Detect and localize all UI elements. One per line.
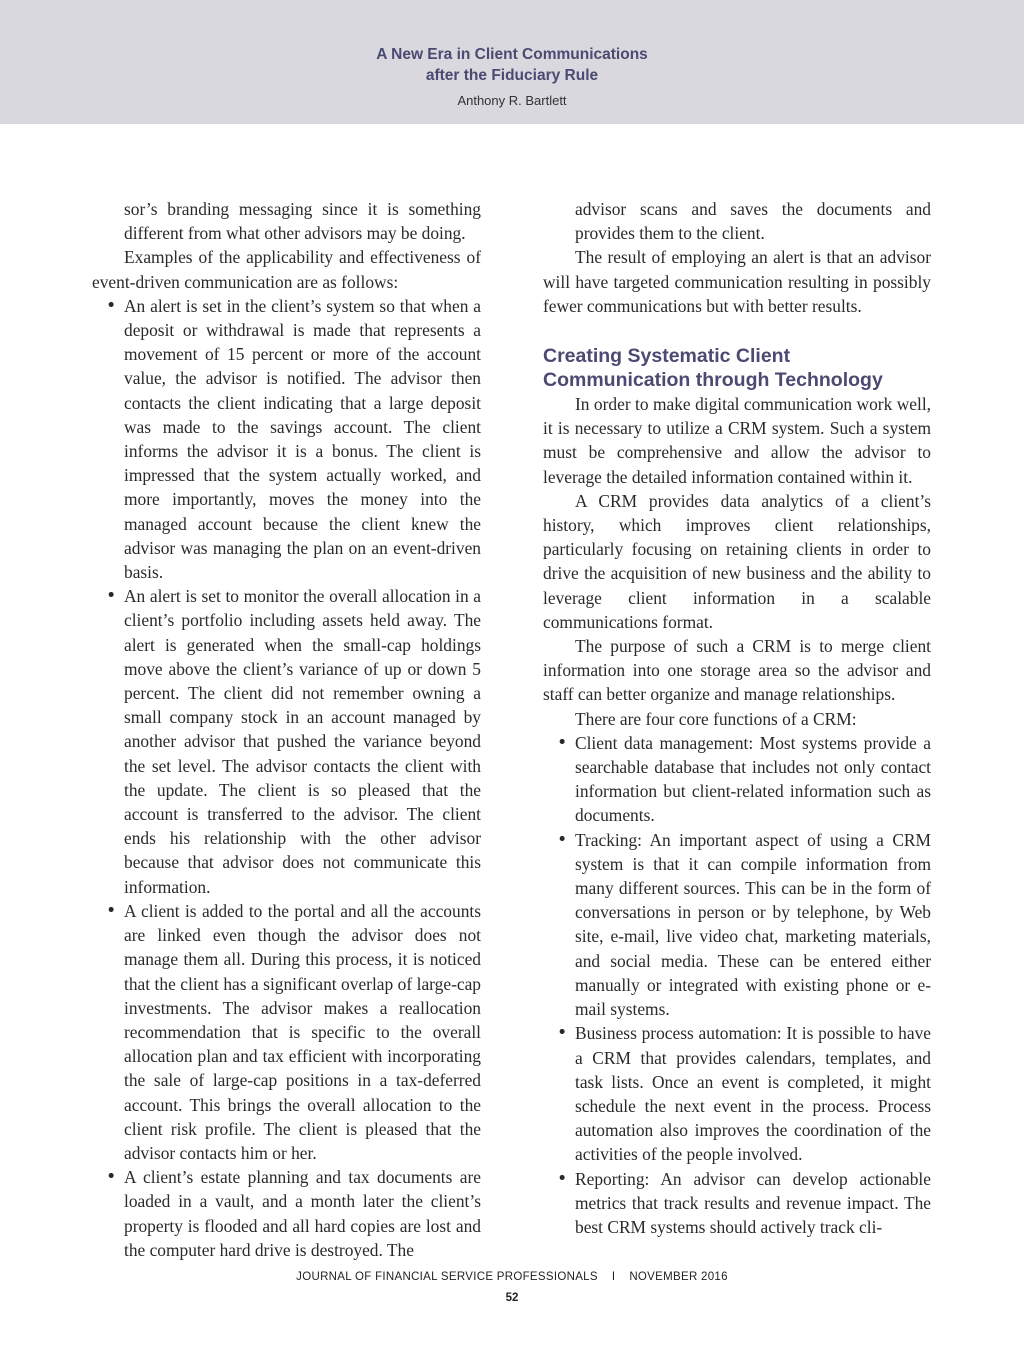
list-item-text: Tracking: An important aspect of using a CRM system is that it can compile information from many different sources. This can be in the form of conversations in person or by telephone, by Web site, e-mail, live video chat, marketing materials, and social media. These can be entered either manually or integrated with existing phone or e-mail systems. (575, 829, 931, 1020)
footer-date: NOVEMBER 2016 (629, 1271, 728, 1283)
bullet-icon: • (557, 1168, 568, 1189)
list-item (543, 828, 931, 1022)
crm-functions-intro: There are four core functions of a CRM: (575, 708, 857, 729)
bullet-icon: • (557, 829, 568, 850)
crm-intro-paragraph: In order to make digital communication work well, it is necessary to utilize a CRM system. Such a system must be comprehensive and allow the advisor to leverage the detailed information contained within it. (543, 394, 931, 487)
bullet-icon: • (106, 1167, 117, 1188)
header-author: Anthony R. Bartlett (457, 93, 567, 108)
header-title-line2: after the Fiduciary Rule (425, 67, 599, 84)
bullet-icon: • (106, 900, 117, 921)
right-continuation-paragraph: advisor scans and saves the documents and provides them to the client. (575, 199, 931, 244)
running-header (0, 0, 1024, 124)
page-number: 52 (505, 1292, 519, 1304)
list-item (92, 899, 481, 1165)
section-heading-line1: Creating Systematic Client (543, 345, 791, 368)
list-item-text: An alert is set in the client’s system so that when a deposit or withdrawal is made that represents a movement of 15 percent or more of the account value, the advisor is notified. The advisor then contacts the client indicating that a large deposit was made to the savings account. The client informs the advisor it is a bonus. The client is impressed that the system actually worked, and more importantly, moves the money into the managed account because the client knew the advisor was managing the plan on an event-driven basis. (124, 295, 481, 583)
left-continuation-paragraph: sor’s branding messaging since it is something different from what other advisors may be doing. (124, 199, 481, 244)
crm-purpose-paragraph: The purpose of such a CRM is to merge client information into one storage area so the advisor and staff can better organize and manage relationships. (543, 636, 931, 705)
list-item (543, 731, 931, 828)
bullet-icon: • (106, 586, 117, 607)
list-item-text: Reporting: An advisor can develop actionable metrics that track results and revenue impact. The best CRM systems should actively track cli- (575, 1168, 931, 1237)
section-heading-line2: Communication through Technology (543, 369, 883, 392)
list-item-text: Client data management: Most systems provide a searchable database that includes not only contact information but client-related information such as documents. (575, 732, 931, 826)
list-item (543, 1021, 931, 1166)
crm-analytics-paragraph: A CRM provides data analytics of a client’s history, which improves client relationships, particularly focusing on retaining clients in order to drive the acquisition of new business and the ability to leverage client information in a scalable communications format. (543, 490, 931, 632)
list-item-text: A client’s estate planning and tax documents are loaded in a vault, and a month later the client’s property is flooded and all hard copies are lost and the computer hard drive is destroyed. The (124, 1167, 481, 1260)
list-item-text: An alert is set to monitor the overall allocation in a client’s portfolio including assets held away. The alert is generated when the small-cap holdings move above the client’s variance of up or down 5 percent. The client did not remember owning a small company stock in an account managed by another advisor that pushed the variance beyond the set level. The advisor contacts the client with the update. The client is so pleased that the account is transferred to the advisor. The client ends his relationship with the other advisor because that advisor does not communicate this information. (124, 586, 481, 897)
header-title-line1: A New Era in Client Communications (376, 46, 648, 63)
list-item (92, 1165, 481, 1262)
right-column (543, 197, 931, 1239)
list-item-text: A client is added to the portal and all the accounts are linked even though the advisor does not manage them all. During this process, it is noticed that the client has a significant overlap of large-cap investments. The advisor makes a reallocation recommendation that is specific to the overall allocation plan and tax efficient with incorporating the sale of large-cap positions in a tax-deferred account. This brings the overall allocation to the client risk profile. The client is pleased that the advisor contacts him or her. (124, 900, 481, 1163)
bullet-icon: • (557, 1023, 568, 1044)
section-heading (543, 344, 931, 392)
right-result-paragraph: The result of employing an alert is that an advisor will have targeted communication resulting in possibly fewer communications but with better results. (543, 247, 931, 316)
footer-separator: I (611, 1271, 616, 1283)
list-item (92, 584, 481, 899)
left-bullet-list (92, 294, 481, 1262)
left-intro-paragraph: Examples of the applicability and effectiveness of event-driven communication are as follows: (92, 247, 481, 292)
bullet-icon: • (557, 732, 568, 753)
list-item (543, 1167, 931, 1240)
footer-journal: JOURNAL OF FINANCIAL SERVICE PROFESSIONALS (296, 1271, 598, 1283)
list-item (92, 294, 481, 584)
list-item-text: Business process automation: It is possible to have a CRM that provides calendars, templates, and task lists. Once an event is completed, it might schedule the next event in the process. Process automation also improves the coordination of the activities of the people involved. (575, 1023, 931, 1165)
running-footer (0, 1271, 1024, 1283)
right-bullet-list (543, 731, 931, 1239)
left-column (92, 197, 481, 1262)
bullet-icon: • (106, 295, 117, 316)
